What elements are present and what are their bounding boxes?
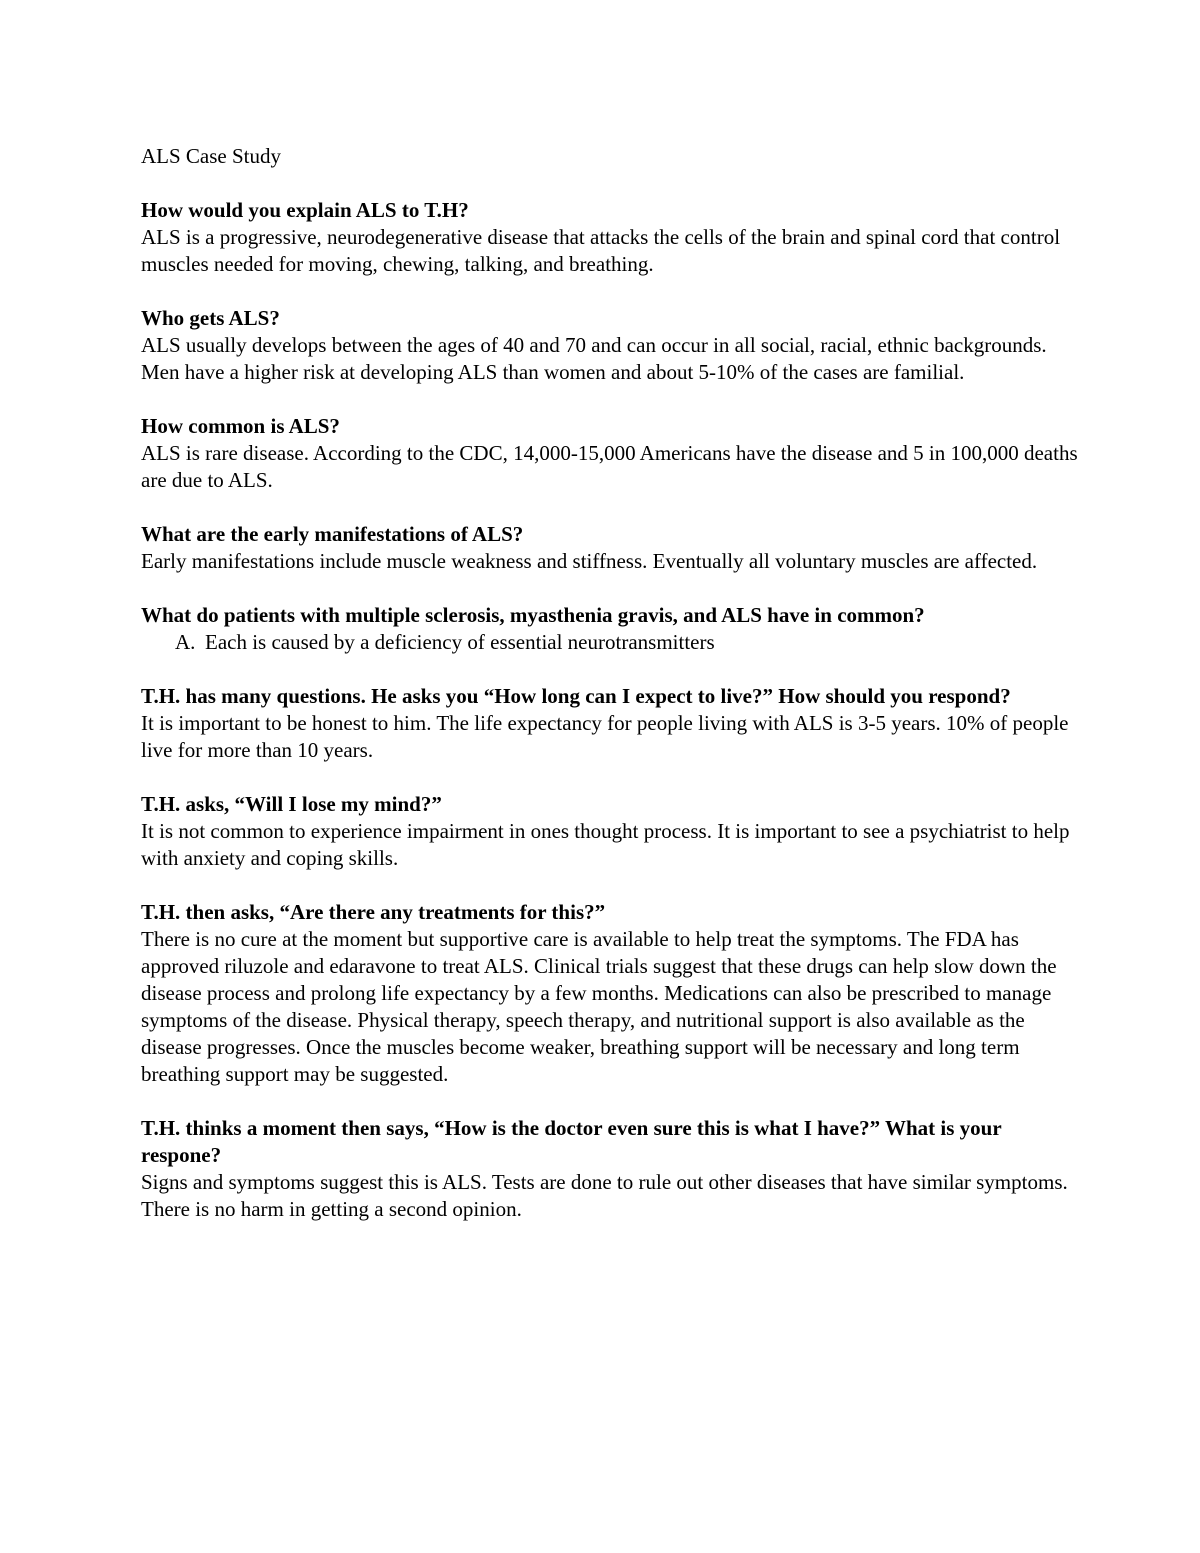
question-heading: What do patients with multiple sclerosis, myasthenia gravis, and ALS have in common? (141, 603, 925, 627)
answer-text: It is important to be honest to him. The life expectancy for people living with ALS is 3-5 years. 10% of people live for more than 10 years. (141, 711, 1069, 762)
qa-section-diagnosis (141, 1115, 1081, 1223)
answer-text: ALS is a progressive, neurodegenerative disease that attacks the cells of the brain and spinal cord that control muscles needed for moving, chewing, talking, and breathing. (141, 225, 1061, 276)
qa-section-manifestations (141, 521, 1081, 575)
document-page (141, 143, 1081, 1250)
answer-text: ALS is rare disease. According to the CDC, 14,000-15,000 Americans have the disease and 5 in 100,000 deaths are due to ALS. (141, 441, 1078, 492)
answer-text: Signs and symptoms suggest this is ALS. Tests are done to rule out other diseases that have similar symptoms. There is no harm in getting a second opinion. (141, 1170, 1068, 1221)
list-item-text: Each is caused by a deficiency of essential neurotransmitters (205, 630, 715, 654)
question-heading: T.H. asks, “Will I lose my mind?” (141, 792, 442, 816)
qa-section-treatments (141, 899, 1081, 1088)
question-heading: What are the early manifestations of ALS? (141, 522, 524, 546)
qa-section-who (141, 305, 1081, 386)
qa-section-common (141, 413, 1081, 494)
question-heading: How common is ALS? (141, 414, 340, 438)
answer-list (141, 629, 1081, 656)
question-heading: Who gets ALS? (141, 306, 280, 330)
qa-section-life-expectancy (141, 683, 1081, 764)
list-marker: A. (175, 630, 196, 654)
qa-section-explain (141, 197, 1081, 278)
list-item (141, 629, 1081, 656)
question-heading: T.H. then asks, “Are there any treatments for this?” (141, 900, 606, 924)
answer-text: ALS usually develops between the ages of 40 and 70 and can occur in all social, racial, ethnic backgrounds. Men have a higher risk at developing ALS than women and about 5-10% of the cases are familial. (141, 333, 1047, 384)
question-heading: T.H. has many questions. He asks you “How long can I expect to live?” How should you respond? (141, 684, 1011, 708)
answer-text: Early manifestations include muscle weakness and stiffness. Eventually all voluntary muscles are affected. (141, 549, 1038, 573)
qa-section-lose-mind (141, 791, 1081, 872)
answer-text: There is no cure at the moment but supportive care is available to help treat the symptoms. The FDA has approved riluzole and edaravone to treat ALS. Clinical trials suggest that these drugs can help slow down the disease process and prolong life expectancy by a few months. Medications can also be prescribed to manage symptoms of the disease. Physical therapy, speech therapy, and nutritional support is also available as the disease progresses. Once the muscles become weaker, breathing support will be necessary and long term breathing support may be suggested. (141, 927, 1057, 1086)
qa-section-in-common (141, 602, 1081, 656)
document-title: ALS Case Study (141, 144, 282, 168)
question-heading: T.H. thinks a moment then says, “How is the doctor even sure this is what I have?” What is your respone? (141, 1116, 1002, 1167)
answer-text: It is not common to experience impairment in ones thought process. It is important to see a psychiatrist to help with anxiety and coping skills. (141, 819, 1070, 870)
question-heading: How would you explain ALS to T.H? (141, 198, 469, 222)
